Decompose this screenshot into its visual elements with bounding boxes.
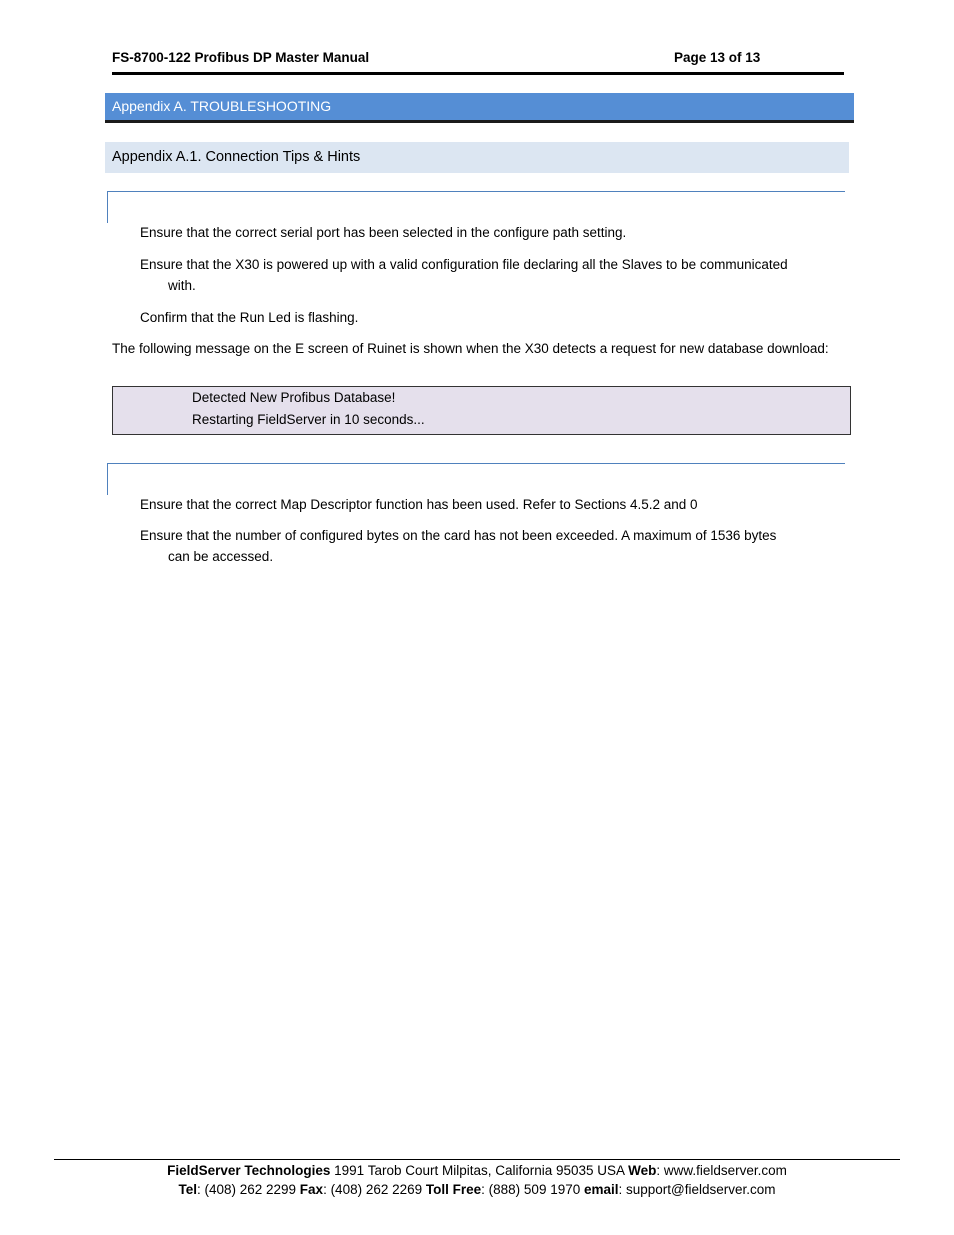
section-2-frame (107, 463, 845, 495)
footer-divider (54, 1159, 900, 1160)
footer-fax: : (408) 262 2269 (323, 1182, 426, 1197)
subsection-heading-text: Appendix A.1. Connection Tips & Hints (112, 149, 361, 165)
footer-email-link[interactable]: : support@fieldserver.com (618, 1182, 776, 1197)
message-line: Restarting FieldServer in 10 seconds... (192, 412, 425, 427)
list-item-text: Ensure that the correct serial port has been selected in the configure path setting. (140, 225, 627, 240)
page-number: Page 13 of 13 (674, 50, 761, 65)
footer-web-label: Web (628, 1163, 657, 1178)
footer-tel-label: Tel (178, 1182, 197, 1197)
footer-line-1 (0, 1163, 954, 1178)
appendix-heading-text: Appendix A. TROUBLESHOOTING (112, 98, 332, 114)
footer-email-label: email (583, 1182, 619, 1197)
footer-fax-label: Fax (299, 1182, 324, 1197)
list-item (140, 494, 842, 515)
footer-tollfree: : (888) 509 1970 (481, 1182, 584, 1197)
list-item (140, 307, 842, 328)
body-paragraph: The following message on the E screen of Ruinet is shown when the X30 detects a request for new database download: (112, 341, 829, 356)
message-box (112, 386, 851, 435)
list-item-text: Ensure that the number of configured bytes on the card has not been exceeded. A maximum of 1536 bytes (140, 528, 777, 543)
list-item-text: Confirm that the Run Led is flashing. (140, 310, 359, 325)
list-item-continuation: can be accessed. (168, 549, 274, 564)
subsection-heading (105, 142, 849, 173)
list-item-text: Ensure that the X30 is powered up with a valid configuration file declaring all the Slaves to be communicated (140, 257, 788, 272)
footer-tel: : (408) 262 2299 (196, 1182, 300, 1197)
list-item (140, 254, 842, 296)
footer-line-2 (0, 1182, 954, 1197)
footer-web-link[interactable]: : www.fieldserver.com (656, 1163, 787, 1178)
list-item (140, 525, 842, 567)
list-item-continuation: with. (168, 278, 196, 293)
message-line: Detected New Profibus Database! (192, 390, 396, 405)
list-item (140, 222, 842, 243)
footer-tollfree-label: Toll Free (425, 1182, 482, 1197)
document-title: FS-8700-122 Profibus DP Master Manual (112, 50, 370, 65)
footer-company: FieldServer Technologies (167, 1163, 331, 1178)
section-1-frame (107, 191, 845, 223)
footer-address: 1991 Tarob Court Milpitas, California 95035 USA (330, 1163, 629, 1178)
list-item-text: Ensure that the correct Map Descriptor function has been used. Refer to Sections 4.5.2 and 0 (140, 497, 698, 512)
appendix-heading (105, 93, 854, 123)
header-divider (112, 72, 844, 75)
